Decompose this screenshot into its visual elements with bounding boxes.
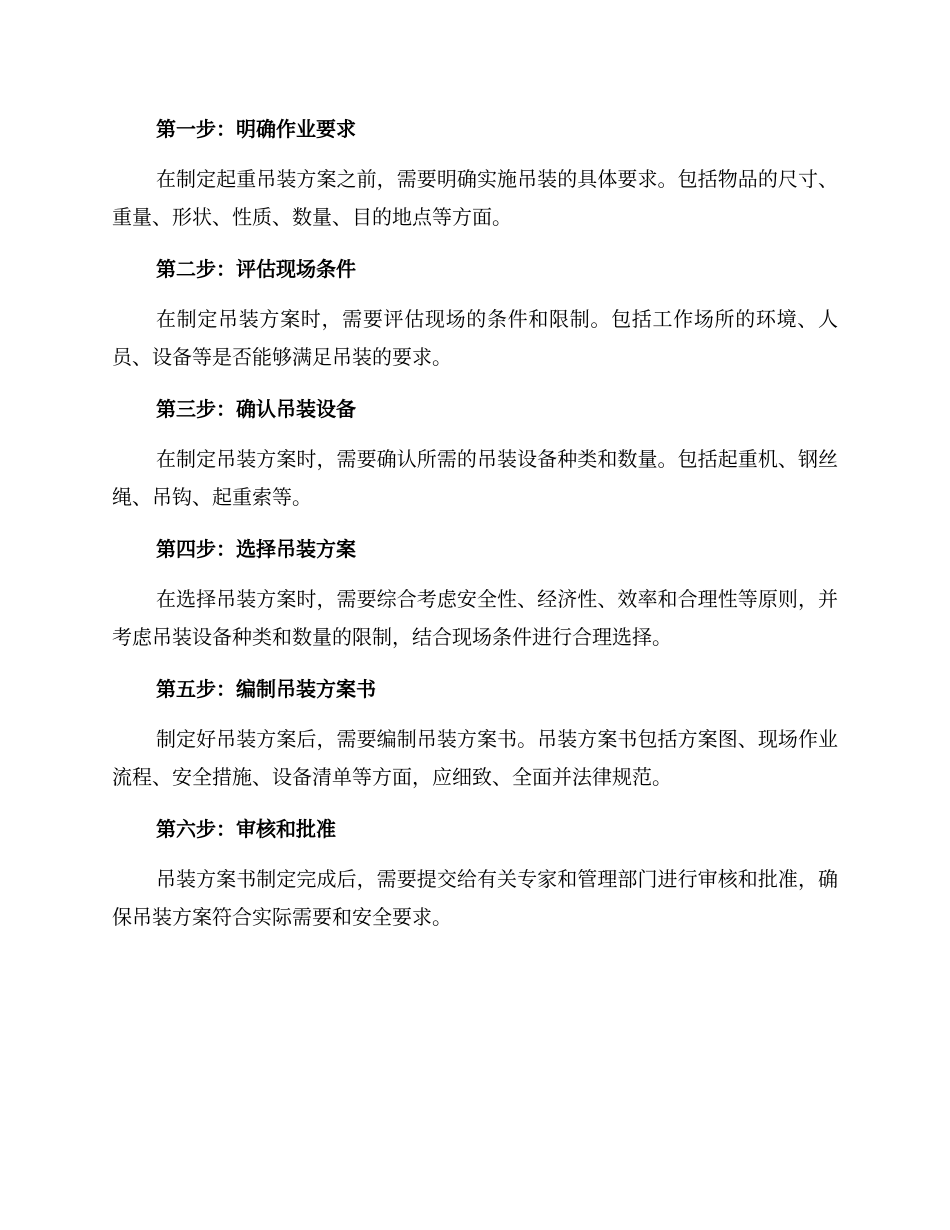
- step-heading-2: 第二步：评估现场条件: [156, 257, 356, 281]
- step-body-4: 在选择吊装方案时，需要综合考虑安全性、经济性、效率和合理性等原则，并考虑吊装设备种类和数量的限制，结合现场条件进行合理选择。: [112, 587, 838, 649]
- step-section-6: [112, 810, 838, 936]
- step-section-4: [112, 530, 838, 656]
- step-body-1: 在制定起重吊装方案之前，需要明确实施吊装的具体要求。包括物品的尺寸、重量、形状、性质、数量、目的地点等方面。: [112, 167, 838, 229]
- step-section-2: [112, 250, 838, 376]
- step-body-2: 在制定吊装方案时，需要评估现场的条件和限制。包括工作场所的环境、人员、设备等是否能够满足吊装的要求。: [112, 307, 838, 369]
- step-heading-1: 第一步：明确作业要求: [156, 117, 356, 141]
- step-body-6: 吊装方案书制定完成后，需要提交给有关专家和管理部门进行审核和批准，确保吊装方案符合实际需要和安全要求。: [112, 867, 838, 929]
- step-heading-5: 第五步：编制吊装方案书: [156, 677, 376, 701]
- step-body-3: 在制定吊装方案时，需要确认所需的吊装设备种类和数量。包括起重机、钢丝绳、吊钩、起重索等。: [112, 447, 838, 509]
- step-section-5: [112, 670, 838, 796]
- step-heading-4: 第四步：选择吊装方案: [156, 537, 356, 561]
- step-heading-3: 第三步：确认吊装设备: [156, 397, 356, 421]
- step-section-3: [112, 390, 838, 516]
- step-heading-6: 第六步：审核和批准: [156, 817, 336, 841]
- step-body-5: 制定好吊装方案后，需要编制吊装方案书。吊装方案书包括方案图、现场作业流程、安全措施、设备清单等方面，应细致、全面并法律规范。: [112, 727, 838, 789]
- step-section-1: [112, 110, 838, 236]
